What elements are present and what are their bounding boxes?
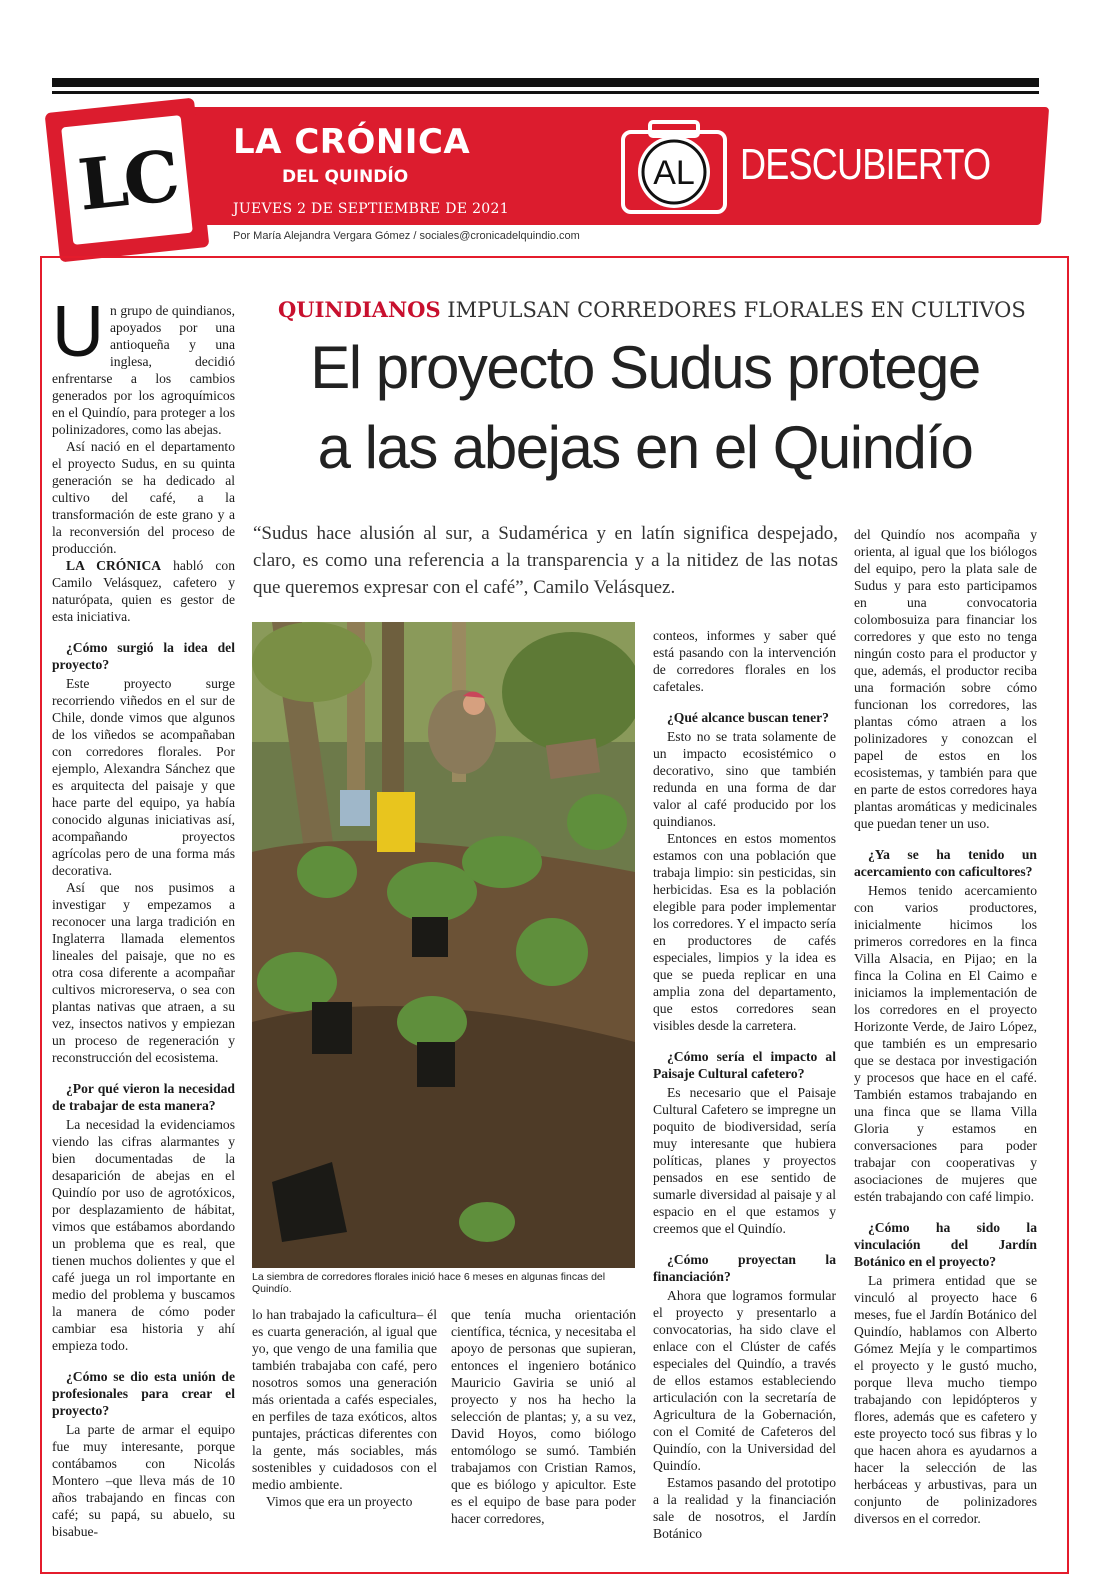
paragraph: que tenía mucha orientación científica, técnica, y necesitaba el apoyo de personas que supieran, entonces el ingeniero botánico Mauricio Gaviria se unió al proyecto y nos ha hecho la selección de plantas; y, a su vez, David Hoyos, como biólogo entomólogo se sumó. También trabajamos con Cristian Ramos, que es biólogo y apicultor. Este es el equipo de base para poder hacer corredores, (451, 1307, 636, 1526)
question-heading: ¿Cómo se dio esta unión de profesionales para crear el proyecto? (52, 1369, 235, 1418)
question-heading: ¿Qué alcance buscan tener? (667, 710, 829, 725)
paragraph: Así nació en el departamento el proyecto Sudus, en su quinta generación se ha dedicado al cultivo del café, a la transformación de este grano y a la reconversión del proceso de producción. (52, 439, 235, 556)
lead-text: n grupo de quindianos, apoyados por una antioqueña y una inglesa, decidió enfrentarse a los cambios generados por los agroquímicos en el Quindío, para proteger a los polinizadores, como las abejas. (52, 303, 235, 437)
paragraph: Entonces en estos momentos estamos con una población que trabaja limpio: sin pesticidas, sin herbicidas. Esa es la población elegible para poder implementar los corredores. Y el impacto sería en productores de cafés especiales, limpios y la idea es que se pueda replicar en una amplia zona del departamento, que estos corredores sean visibles desde la carretera. (653, 831, 836, 1033)
drop-cap: U (52, 292, 104, 372)
article-column-5 (854, 526, 1037, 1527)
article-kicker (278, 297, 1026, 322)
article-headline (230, 328, 1060, 488)
paragraph: Este proyecto surge recorriendo viñedos en el sur de Chile, donde vimos que algunos de los viñedos se acompañaban con corredores florales. Por ejemplo, Alexandra Sánchez que es arquitecta del paisaje y que hace parte del equipo, ya había conocido algunas iniciativas así, acompañando proyectos agrícolas pero de una forma más decorativa. (52, 676, 235, 878)
question-heading: ¿Cómo surgió la idea del proyecto? (52, 640, 235, 672)
paragraph: del Quindío nos acompaña y orienta, al igual que los biólogos del equipo, pero la plata sale de Sudus y para esto participamos en una convocatoria colombosuiza para financiar los corredores y que esto no tenga ningún costo para el productor y que, además, el productor reciba una formación sobre cómo funcionan los corredores, las plantas cómo atraen a los polinizadores y conozcan el papel de estos en los ecosistemas, y también para que en parte de estos corredores haya plantas aromáticas y medicinales que puedan tener un uso. (854, 527, 1037, 831)
paragraph: Es necesario que el Paisaje Cultural Cafetero se impregne un poquito de biodiversidad, sería muy interesante que hubiera políticas, planes y proyectos pensados en ese sentido de sumarle diversidad al paisaje y al espacio en el que estamos y creemos que el Quindío. (653, 1085, 836, 1236)
lead-paragraph (52, 292, 235, 438)
author-byline: Por María Alejandra Vergara Gómez / sociales@cronicadelquindio.com (233, 230, 580, 242)
paragraph: La parte de armar el equipo fue muy interesante, porque contábamos con Nicolás Montero –que lleva más de 10 años trabajando en fincas con café; su papá, su abuelo, su bisabue- (52, 1422, 235, 1539)
section-badge: AL (653, 154, 695, 192)
paragraph: Así que nos pusimos a investigar y empezamos a reconocer una larga tradición en Inglaterra llamada elementos lineales del paisaje, que no es otra cosa diferente a acompañar cultivos microreserva, o sea con plantas nativas que atraen, a su vez, insectos nativos y empiezan un proceso de regeneración y reconstrucción del ecosistema. (52, 880, 235, 1065)
paragraph-text: habló con Camilo Velásquez, cafetero y naturópata, quien es gestor de esta iniciativa. (52, 558, 235, 624)
section-name: DESCUBIERTO (740, 140, 991, 189)
question-heading: ¿Ya se ha tenido un acercamiento con caficultores? (854, 847, 1037, 879)
paragraph: Hemos tenido acercamiento con varios productores, inicialmente hicimos los primeros corredores en la finca Villa Alsacia, en Pijao; en la finca la Colina en El Caimo e iniciamos la implementación de los corredores en el proyecto Horizonte Verde, de Jairo López, que también es un empresario que se destaca por investigación y procesos que hace en el café. También estamos trabajando en una finca que se llama Villa Gloria y estamos en conversaciones para poder trabajar con cooperativas y asociaciones de mujeres que estén trabajando con café limpio. (854, 883, 1037, 1204)
question-heading: ¿Cómo proyectan la financiación? (653, 1252, 836, 1284)
question-heading: ¿Cómo ha sido la vinculación del Jardín Botánico en el proyecto? (854, 1220, 1037, 1269)
paragraph: Vimos que era un proyecto (266, 1494, 413, 1509)
paragraph: Esto no se trata solamente de un impacto ecosistémico o decorativo, sino que también redunda en una forma de dar valor al café producido por los quindianos. (653, 729, 836, 829)
newspaper-subtitle: DEL QUINDÍO (282, 167, 409, 187)
headline-line-1: El proyecto Sudus protege (310, 334, 980, 401)
article-column-2 (252, 1306, 437, 1510)
paragraph (52, 557, 235, 625)
newspaper-logo[interactable] (45, 98, 210, 263)
paragraph: conteos, informes y saber qué está pasando con la intervención de corredores florales en los cafetales. (653, 628, 836, 694)
article-photo (252, 622, 635, 1268)
headline-line-2: a las abejas en el Quindío (317, 414, 973, 481)
question-heading: ¿Por qué vieron la necesidad de trabajar de esta manera? (52, 1081, 235, 1113)
logo-text: LC (61, 115, 193, 245)
paragraph: lo han trabajado la caficultura– él es cuarta generación, al igual que yo, que vengo de una familia que también trabajaba con café, pero nosotros somos una generación más orientada a cafés especiales, en perfiles de taza exóticos, altos puntajes, prácticas diferentes con la gente, más sociables, más sostenibles y cuidadosos con el medio ambiente. (252, 1307, 437, 1492)
paragraph: La necesidad la evidenciamos viendo las cifras alarmantes y bien documentadas de la desaparición de abejas en el Quindío por uso de agrotóxicos, por desplazamiento de hábitat, vimos que estábamos abordando un problema que es real, que tienen muchos dolientes y que el café juega un rol importante en medio del problema y buscamos la manera de cómo poder cambiar esa historia y ahí empieza todo. (52, 1117, 235, 1353)
newspaper-mention: LA CRÓNICA (66, 558, 162, 573)
photo-caption: La siembra de corredores florales inició hace 6 meses en algunas fincas del Quindío. (252, 1271, 606, 1295)
kicker-rest: IMPULSAN CORREDORES FLORALES EN CULTIVOS (440, 298, 1026, 322)
article-column-4 (653, 627, 836, 1542)
article-column-1 (52, 292, 235, 1540)
paragraph: Ahora que logramos formular el proyecto y presentarlo a convocatorias, ha sido clave el enlace con el Clúster de cafés especiales del Quindío, a través de ellos estamos estableciendo articulación con la secretaría de Agricultura de la Gobernación, con el Comité de Cafeteros del Quindío, con la Universidad del Quindío. (653, 1288, 836, 1473)
paragraph: Estamos pasando del prototipo a la realidad y la financiación sale de nosotros, el Jardín Botánico (653, 1475, 836, 1541)
kicker-bold: QUINDIANOS (278, 297, 441, 322)
paragraph: La primera entidad que se vinculó al proyecto hace 6 meses, fue el Jardín Botánico del Quindío, hablamos con Alberto Gómez Mejía y le compartimos el proyecto y le gustó mucho, porque lleva mucho tiempo trabajando con lepidópteros y flores, además que es cafetero y este proyecto tocó sus fibras y lo que hacen ahora es ayudarnos a hacer la selección de las herbáceas y arbustivas, para un conjunto de polinizadores diversos en el corredor. (854, 1273, 1037, 1526)
top-rule-thick (52, 78, 1039, 87)
top-rule-thin (52, 91, 1039, 94)
pull-quote: “Sudus hace alusión al sur, a Sudamérica y en latín significa despejado, claro, es como una referencia a la transparencia y a la nitidez de las notas que queremos expresar con el café”, Camilo Velásquez. (253, 523, 838, 598)
issue-date: JUEVES 2 DE SEPTIEMBRE DE 2021 (233, 201, 509, 217)
newspaper-title: LA CRÓNICA (233, 122, 471, 162)
question-heading: ¿Cómo sería el impacto al Paisaje Cultural cafetero? (653, 1049, 836, 1081)
camera-icon (620, 118, 728, 216)
article-column-3 (451, 1306, 636, 1527)
